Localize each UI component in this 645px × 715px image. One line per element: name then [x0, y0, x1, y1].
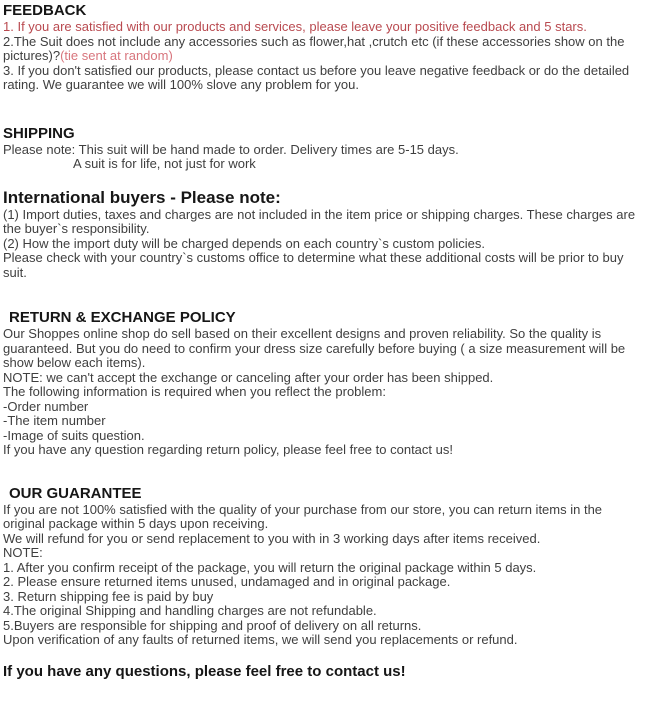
guarantee-item-4: 4.The original Shipping and handling charges are not refundable.	[3, 603, 377, 618]
international-line-2: (2) How the import duty will be charged depends on each country`s custom policies.	[3, 235, 485, 251]
guarantee-item-3: 3. Return shipping fee is paid by buy	[3, 588, 214, 604]
guarantee-item-6: Upon verification of any faults of returned items, we will send you replacements or refund.	[3, 632, 518, 647]
guarantee-item-1: 1. After you confirm receipt of the package, you will return the original package within 5 days.	[3, 559, 537, 575]
international-line-3: Please check with your country`s customs office to determine what these additional costs will be prior to buy suit.	[3, 250, 624, 280]
feedback-line-2-note: (tie sent at random)	[60, 48, 173, 63]
footer-contact-line: If you have any questions, please feel free to contact us!	[3, 662, 406, 680]
international-heading: International buyers - Please note:	[3, 187, 281, 207]
return-policy-item-image: -Image of suits question.	[3, 427, 145, 443]
shipping-heading: SHIPPING	[3, 124, 75, 142]
section-return-exchange-policy	[3, 309, 642, 458]
shipping-line-2: A suit is for life, not just for work	[73, 156, 256, 171]
international-line-1: (1) Import duties, taxes and charges are not included in the item price or shipping charges. These charges are the buyer`s responsibility.	[3, 206, 636, 236]
shipping-line-1: Please note: This suit will be hand made to order. Delivery times are 5-15 days.	[3, 141, 459, 157]
feedback-line-3: 3. If you don't satisfied our products, please contact us before you leave negative feedback or do the detailed rating. We guarantee we will 100% slove any problem for you.	[3, 62, 630, 92]
feedback-heading: FEEDBACK	[3, 2, 87, 19]
feedback-line-2-text: 2.The Suit does not include any accessories such as flower,hat ,crutch etc (if these accessories show on the pictures)?	[3, 33, 625, 63]
feedback-line-1: 1. If you are satisfied with our products and services, please leave your positive feedback and 5 stars.	[3, 19, 587, 34]
guarantee-line-2: We will refund for you or send replacement to you with in 3 working days after items received.	[3, 530, 541, 546]
feedback-line-2	[3, 35, 642, 64]
guarantee-heading: OUR GUARANTEE	[9, 484, 142, 502]
return-policy-paragraph: Our Shoppes online shop do sell based on their excellent designs and proven reliability. So the quality is guaranteed. But you do need to confirm your dress size carefully before buying ( a size measurement will be show below each items).	[3, 326, 626, 370]
return-policy-note: NOTE: we can't accept the exchange or canceling after your order has been shipped.	[3, 369, 494, 385]
guarantee-item-5: 5.Buyers are responsible for shipping and proof of delivery on all returns.	[3, 617, 422, 633]
guarantee-item-2: 2. Please ensure returned items unused, undamaged and in original package.	[3, 574, 451, 589]
guarantee-note-label: NOTE:	[3, 545, 43, 560]
guarantee-line-1: If you are not 100% satisfied with the quality of your purchase from our store, you can return items in the original package within 5 days upon receiving.	[3, 501, 603, 531]
return-policy-required-intro: The following information is required when you reflect the problem:	[3, 384, 386, 399]
section-our-guarantee	[3, 485, 642, 648]
return-policy-heading: RETURN & EXCHANGE POLICY	[9, 309, 236, 326]
return-policy-contact-line: If you have any question regarding return policy, please feel free to contact us!	[3, 442, 453, 457]
section-international-buyers	[3, 188, 642, 281]
section-feedback	[3, 2, 642, 93]
section-shipping	[3, 125, 642, 172]
return-policy-item-order-number: -Order number	[3, 398, 89, 414]
return-policy-item-item-number: -The item number	[3, 413, 106, 428]
